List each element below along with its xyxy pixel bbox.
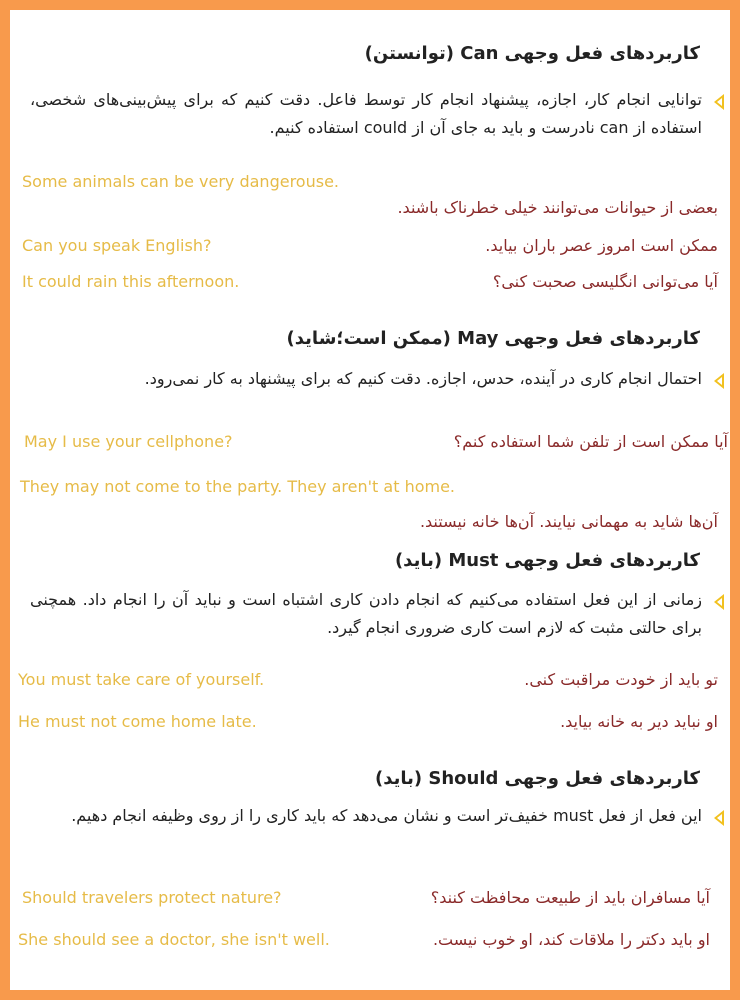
- lesson-page: [10, 10, 730, 990]
- example-persian: او باید دکتر را ملاقات کند، او خوب نیست.: [432, 930, 710, 949]
- example-english: It could rain this afternoon.: [22, 272, 240, 291]
- bullet-triangle-icon: [714, 373, 724, 389]
- example-english: Should travelers protect nature?: [22, 888, 282, 907]
- section-description-should: این فعل از فعل must خفیف‌تر است و نشان می‌دهد که باید کاری را از روی وظیفه انجام دهیم.: [71, 806, 702, 825]
- section-title-must: کاربردهای فعل وجهی Must (باید): [394, 550, 700, 571]
- example-persian: آیا ممکن است از تلفن شما استفاده کنم؟: [453, 432, 728, 451]
- example-persian: تو باید از خودت مراقبت کنی.: [524, 670, 718, 689]
- example-english: They may not come to the party. They aren't at home.: [20, 477, 456, 496]
- bullet-triangle-icon: [714, 594, 724, 610]
- example-persian: آیا می‌توانی انگلیسی صحبت کنی؟: [492, 272, 718, 291]
- section-title-may: کاربردهای فعل وجهی May (ممکن است؛شاید): [286, 328, 700, 349]
- bullet-triangle-icon: [714, 810, 724, 826]
- example-english: Some animals can be very dangerouse.: [22, 172, 339, 191]
- example-english: May I use your cellphone?: [24, 432, 233, 451]
- example-persian: ممکن است امروز عصر باران بیاید.: [485, 236, 718, 255]
- bullet-triangle-icon: [714, 94, 724, 110]
- example-english: You must take care of yourself.: [18, 670, 265, 689]
- example-persian: آن‌ها شاید به مهمانی نیایند. آن‌ها خانه نیستند.: [419, 512, 718, 531]
- example-persian: او نباید دیر به خانه بیاید.: [560, 712, 718, 731]
- example-english: He must not come home late.: [18, 712, 257, 731]
- example-persian: بعضی از حیوانات می‌توانند خیلی خطرناک باشند.: [397, 198, 718, 217]
- example-english: She should see a doctor, she isn't well.: [18, 930, 330, 949]
- example-english: Can you speak English?: [22, 236, 212, 255]
- section-title-should: کاربردهای فعل وجهی Should (باید): [374, 768, 700, 789]
- section-description-can: توانایی انجام کار، اجازه، پیشنهاد انجام کار توسط فاعل. دقت کنیم که برای پیش‌بینی‌های شخصی، استفاده از can نادرست و باید به جای آن از could استفاده کنیم.: [30, 90, 702, 137]
- section-description-must: زمانی از این فعل استفاده می‌کنیم که انجام دادن کاری اشتباه است و نباید آن را انجام داد. همچنی برای حالتی مثبت که لازم است کاری ضروری انجام گیرد.: [30, 590, 702, 637]
- section-description-may: احتمال انجام کاری در آینده، حدس، اجازه. دقت کنیم که برای پیشنهاد به کار نمی‌رود.: [144, 369, 702, 388]
- example-persian: آیا مسافران باید از طبیعت محافظت کنند؟: [430, 888, 710, 907]
- section-title-can: کاربردهای فعل وجهی Can (توانستن): [364, 43, 700, 64]
